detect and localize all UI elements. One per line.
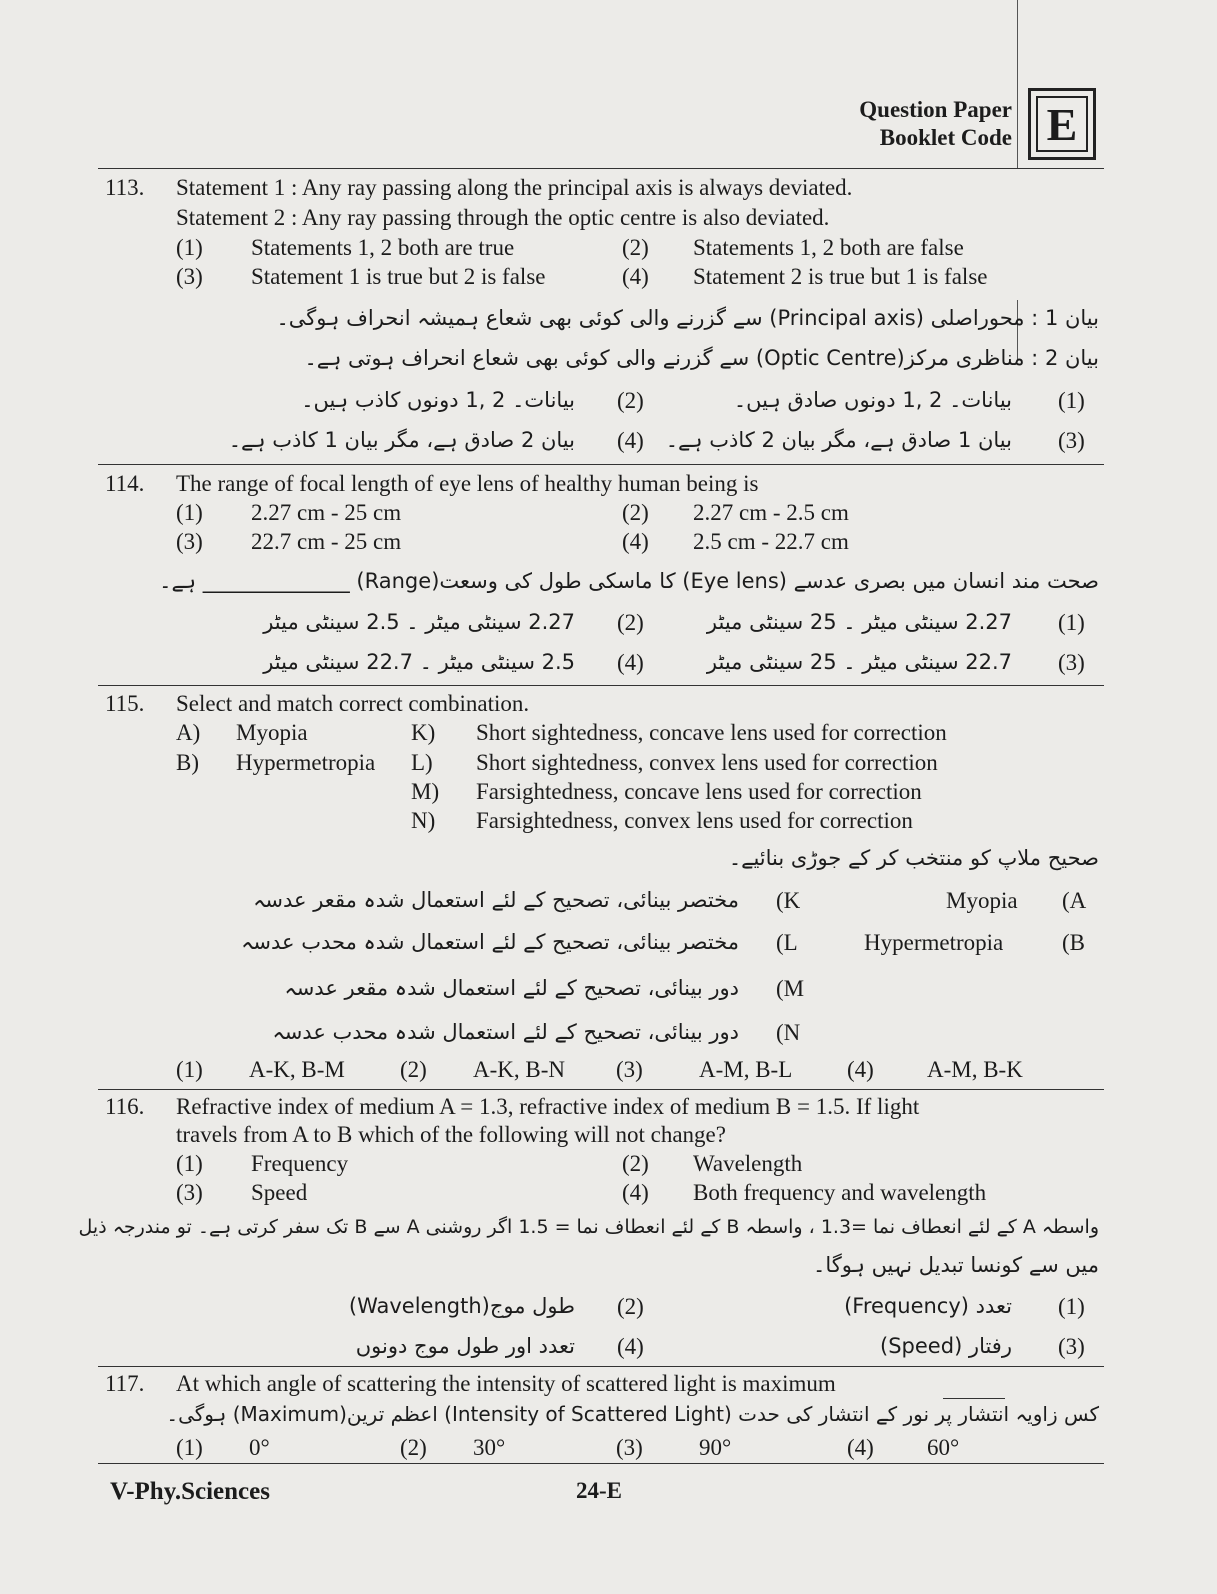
row-label: M) xyxy=(411,779,440,804)
option-number: (1) xyxy=(1058,1294,1085,1319)
option-4: 60° xyxy=(927,1435,960,1460)
code-label-line1: Question Paper xyxy=(859,97,1012,122)
option-number: (2) xyxy=(400,1057,427,1082)
row-label: A) xyxy=(176,720,201,745)
statement-1: Statement 1 : Any ray passing along the principal axis is always deviated. xyxy=(176,175,853,200)
urdu-option-3: رفتار (Speed) xyxy=(880,1334,1012,1358)
option-number: (3) xyxy=(1058,650,1085,675)
row-text: Short sightedness, concave lens used for correction xyxy=(476,720,947,745)
option-1: 2.27 cm - 25 cm xyxy=(251,500,402,525)
option-3: 22.7 cm - 25 cm xyxy=(251,529,402,554)
option-number: (2) xyxy=(622,1151,649,1176)
option-4: Both frequency and wavelength xyxy=(693,1180,987,1205)
row-text: Hypermetropia xyxy=(236,750,376,775)
urdu-option-4: 2.5 سینٹی میٹر ۔ 22.7 سینٹی میٹر xyxy=(263,650,575,674)
booklet-code-box xyxy=(1028,88,1096,160)
urdu-question-text: صحیح ملاپ کو منتخب کر کے جوڑی بنائیے۔ xyxy=(728,846,1099,870)
urdu-option-2: بیانات۔ 2 ,1 دونوں کاذب ہیں۔ xyxy=(301,388,575,412)
option-number: (4) xyxy=(617,428,644,453)
code-label-line2: Booklet Code xyxy=(879,125,1012,150)
option-number: (3) xyxy=(176,1180,203,1205)
row-text: Short sightedness, convex lens used for correction xyxy=(476,750,938,775)
option-number: (3) xyxy=(1058,1334,1085,1359)
urdu-option-2: طول موج(Wavelength) xyxy=(348,1294,575,1318)
row-text: Farsightedness, concave lens used for correction xyxy=(476,779,922,804)
urdu-row-text: مختصر بینائی، تصحیح کے لئے استعمال شدہ محدب عدسہ xyxy=(241,930,739,954)
option-2: 2.27 cm - 2.5 cm xyxy=(693,500,849,525)
question-text: The range of focal length of eye lens of healthy human being is xyxy=(176,471,759,496)
urdu-statement-2: بیان 2 : مناظری مرکز(Optic Centre) سے گزرنے والی کوئی بھی شعاع انحراف ہوتی ہے۔ xyxy=(304,346,1099,370)
urdu-option-4: بیان 2 صادق ہے، مگر بیان 1 کاذب ہے۔ xyxy=(228,428,575,452)
option-3: 90° xyxy=(699,1435,732,1460)
question-text: Select and match correct combination. xyxy=(176,691,530,716)
option-number: (2) xyxy=(617,388,644,413)
option-number: (4) xyxy=(847,1435,874,1460)
option-number: (1) xyxy=(176,500,203,525)
question-text-line2: travels from A to B which of the following will not change? xyxy=(176,1122,726,1147)
option-number: (3) xyxy=(616,1435,643,1460)
option-1: 0° xyxy=(249,1435,270,1460)
answer-blank xyxy=(943,1398,1005,1399)
urdu-row-text: مختصر بینائی، تصحیح کے لئے استعمال شدہ مقعر عدسہ xyxy=(253,888,739,912)
option-number: (1) xyxy=(176,1057,203,1082)
question-divider xyxy=(98,1366,1104,1367)
booklet-code: E xyxy=(1036,96,1088,152)
question-divider xyxy=(98,1089,1104,1090)
option-number: (4) xyxy=(622,264,649,289)
booklet-code-label xyxy=(859,96,1012,152)
option-1: Statements 1, 2 both are true xyxy=(251,235,515,260)
row-label: K) xyxy=(411,720,436,745)
urdu-option-1: بیانات۔ 2 ,1 دونوں صادق ہیں۔ xyxy=(733,388,1012,412)
row-text: Myopia xyxy=(236,720,308,745)
option-4: Statement 2 is true but 1 is false xyxy=(693,264,988,289)
option-number: (2) xyxy=(617,1294,644,1319)
row-label: (B xyxy=(1062,930,1085,955)
question-divider xyxy=(98,685,1104,686)
option-number: (4) xyxy=(622,529,649,554)
option-2: A-K, B-N xyxy=(473,1057,565,1082)
urdu-option-3: 22.7 سینٹی میٹر ۔ 25 سینٹی میٹر xyxy=(706,650,1012,674)
row-text: Hypermetropia xyxy=(864,930,1004,955)
urdu-option-4: تعدد اور طول موج دونوں xyxy=(355,1334,575,1358)
urdu-option-2: 2.27 سینٹی میٹر ۔ 2.5 سینٹی میٹر xyxy=(263,610,575,634)
option-2: 30° xyxy=(473,1435,506,1460)
row-label: N) xyxy=(411,808,436,833)
urdu-option-1: 2.27 سینٹی میٹر ۔ 25 سینٹی میٹر xyxy=(706,610,1012,634)
option-1: Frequency xyxy=(251,1151,349,1176)
option-2: Statements 1, 2 both are false xyxy=(693,235,964,260)
option-number: (2) xyxy=(622,235,649,260)
question-number: 113. xyxy=(105,175,145,200)
option-number: (1) xyxy=(176,1435,203,1460)
urdu-row-text: دور بینائی، تصحیح کے لئے استعمال شدہ مقعر عدسہ xyxy=(284,976,739,1000)
page-number: 24-E xyxy=(576,1478,622,1503)
question-text: At which angle of scattering the intensity of scattered light is maximum xyxy=(176,1371,836,1396)
question-number: 116. xyxy=(105,1094,145,1119)
row-label: L) xyxy=(411,750,433,775)
option-number: (4) xyxy=(847,1057,874,1082)
option-number: (3) xyxy=(176,529,203,554)
top-rule xyxy=(98,168,1104,169)
option-number: (2) xyxy=(622,500,649,525)
option-number: (3) xyxy=(616,1057,643,1082)
subject-footer: V-Phy.Sciences xyxy=(110,1478,270,1505)
urdu-question-text-line2: میں سے کونسا تبدیل نہیں ہوگا۔ xyxy=(813,1253,1099,1277)
option-2: Wavelength xyxy=(693,1151,803,1176)
question-divider xyxy=(98,464,1104,465)
option-number: (3) xyxy=(176,264,203,289)
option-number: (1) xyxy=(1058,610,1085,635)
question-number: 114. xyxy=(105,471,145,496)
urdu-statement-1: بیان 1 : محوراصلی (Principal axis) سے گزرنے والی کوئی بھی شعاع ہمیشہ انحراف ہوگی۔ xyxy=(276,306,1099,330)
urdu-question-text: صحت مند انسان میں بصری عدسے (Eye lens) کا ماسکی طول کی وسعت(Range) ______________ ہے۔ xyxy=(159,569,1099,593)
option-number: (1) xyxy=(176,1151,203,1176)
option-number: (2) xyxy=(617,610,644,635)
option-3: Statement 1 is true but 2 is false xyxy=(251,264,546,289)
option-number: (4) xyxy=(622,1180,649,1205)
option-number: (1) xyxy=(1058,388,1085,413)
row-label: B) xyxy=(176,750,199,775)
option-4: A-M, B-K xyxy=(927,1057,1023,1082)
margin-line xyxy=(1017,0,1018,168)
urdu-row-text: دور بینائی، تصحیح کے لئے استعمال شدہ محدب عدسہ xyxy=(272,1020,739,1044)
option-3: Speed xyxy=(251,1180,308,1205)
option-3: A-M, B-L xyxy=(699,1057,793,1082)
row-label: (M xyxy=(776,976,805,1001)
option-number: (2) xyxy=(400,1435,427,1460)
row-label: (L xyxy=(776,930,798,955)
statement-2: Statement 2 : Any ray passing through the optic centre is also deviated. xyxy=(176,205,830,230)
option-number: (3) xyxy=(1058,428,1085,453)
urdu-option-3: بیان 1 صادق ہے، مگر بیان 2 کاذب ہے۔ xyxy=(665,428,1012,452)
bottom-rule xyxy=(98,1463,1104,1464)
urdu-question-text-line1: واسطہ A کے لئے انعطاف نما =1.3 ، واسطہ B کے لئے انعطاف نما = 1.5 اگر روشنی A سے B تک سفر کرتی ہے۔ تو مندرجہ ذیل xyxy=(78,1216,1099,1238)
question-number: 115. xyxy=(105,691,145,716)
question-number: 117. xyxy=(105,1371,145,1396)
row-label: (K xyxy=(776,888,801,913)
option-4: 2.5 cm - 22.7 cm xyxy=(693,529,849,554)
row-text: Farsightedness, convex lens used for correction xyxy=(476,808,913,833)
row-text: Myopia xyxy=(946,888,1018,913)
row-label: (A xyxy=(1062,888,1087,913)
urdu-option-1: تعدد (Frequency) xyxy=(844,1294,1012,1318)
row-label: (N xyxy=(776,1020,801,1045)
urdu-question-text: کس زاویہ انتشار پر نور کے انتشار کی حدت (Intensity of Scattered Light) اعظم ترین(Maximum) ہوگی۔ xyxy=(166,1402,1099,1426)
option-number: (1) xyxy=(176,235,203,260)
question-text-line1: Refractive index of medium A = 1.3, refractive index of medium B = 1.5. If light xyxy=(176,1094,920,1119)
option-1: A-K, B-M xyxy=(249,1057,345,1082)
option-number: (4) xyxy=(617,1334,644,1359)
option-number: (4) xyxy=(617,650,644,675)
